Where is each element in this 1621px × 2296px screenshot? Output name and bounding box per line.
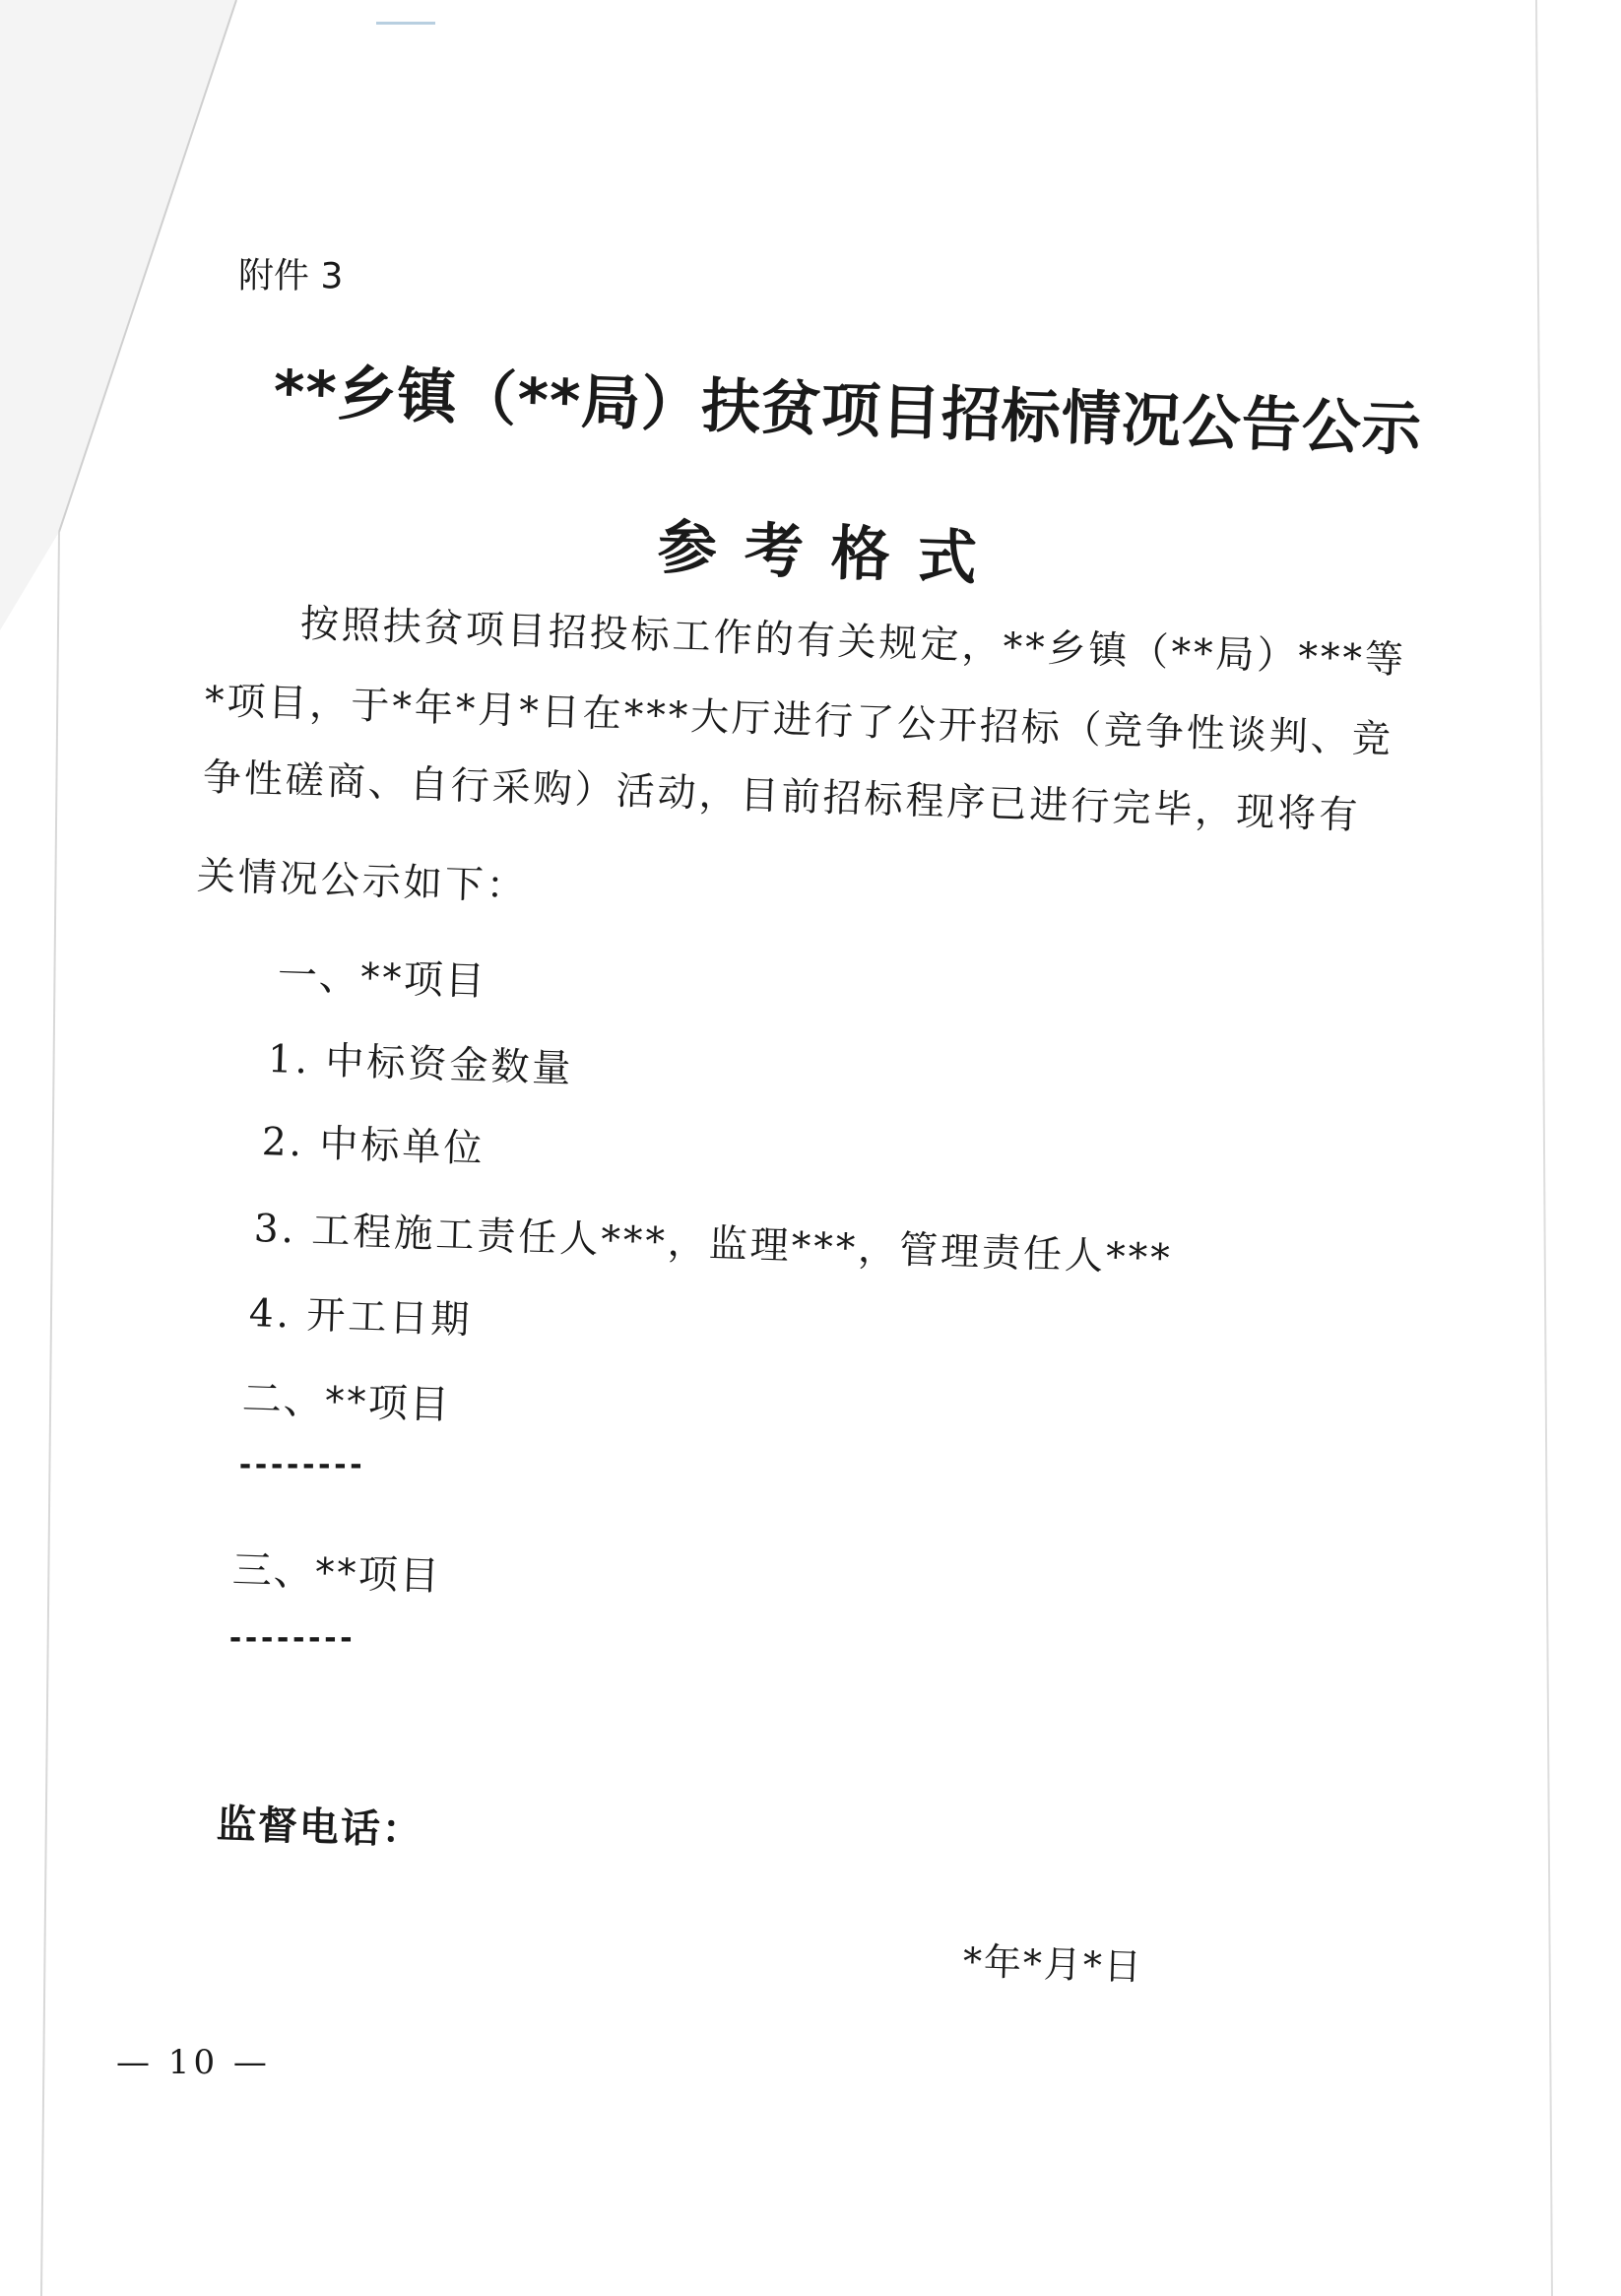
section-1-item-1: 1. 中标资金数量 <box>267 1037 575 1092</box>
intro-line-2: *项目，于*年*月*日在***大厅进行了公开招标（竞争性谈判、竞 <box>204 679 1394 763</box>
section-heading-1: 一、**项目 <box>277 952 487 1006</box>
page-number: — 10 — <box>116 2043 271 2082</box>
section-1-item-2: 2. 中标单位 <box>261 1120 486 1172</box>
section-heading-2: 二、**项目 <box>241 1376 452 1429</box>
section-2-placeholder: -------- <box>236 1448 363 1482</box>
intro-line-1: 按照扶贫项目招投标工作的有关规定，**乡镇（**局）***等 <box>299 602 1407 684</box>
supervision-phone-label: 监督电话： <box>216 1802 424 1854</box>
document-date: *年*月*日 <box>962 1939 1144 1990</box>
section-1-item-4: 4. 开工日期 <box>248 1291 474 1344</box>
document-title: **乡镇（**局）扶贫项目招标情况公告公示 <box>272 358 1423 465</box>
section-1-item-3: 3. 工程施工责任人***，监理***，管理责任人*** <box>253 1207 1174 1281</box>
attachment-label: 附件 3 <box>237 255 344 297</box>
section-3-placeholder: -------- <box>227 1621 354 1656</box>
document-subtitle: 参考格式 <box>656 513 1005 595</box>
intro-line-4: 关情况公示如下： <box>196 854 529 910</box>
intro-line-3: 争性磋商、自行采购）活动，目前招标程序已进行完毕，现将有 <box>202 755 1361 838</box>
section-heading-3: 三、**项目 <box>231 1547 442 1601</box>
